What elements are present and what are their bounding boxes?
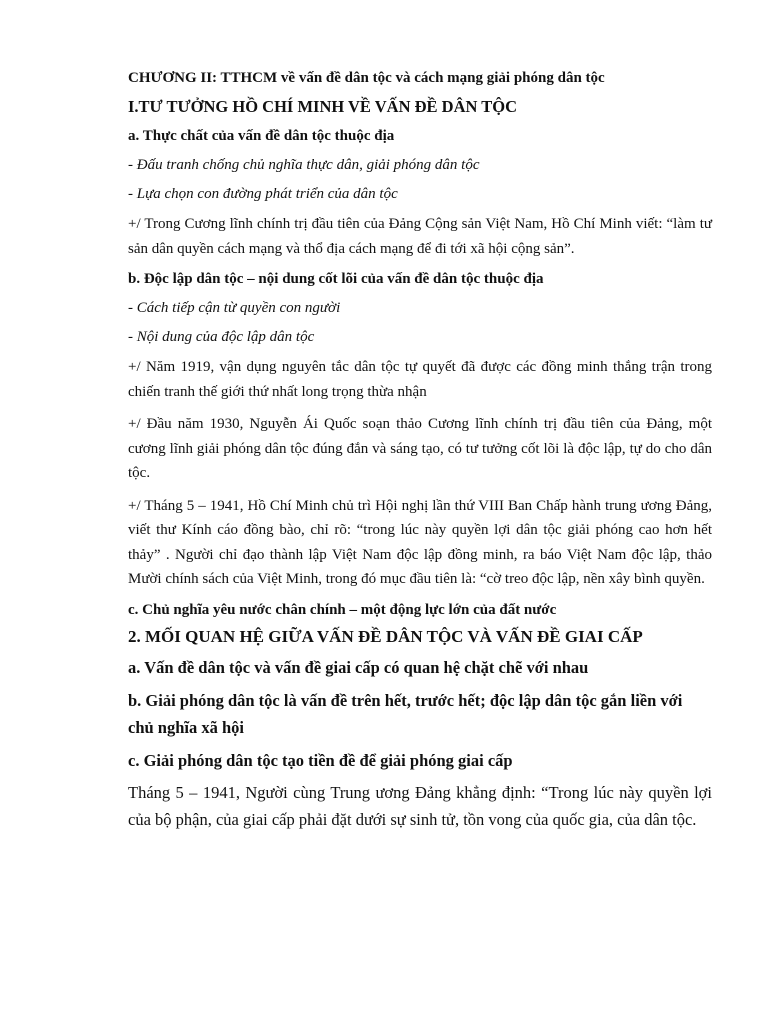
chapter-title: CHƯƠNG II: TTHCM về vấn đề dân tộc và cách mạng giải phóng dân tộc [128,70,605,86]
document-page [128,60,712,833]
sub-a-heading: a. Thực chất của vấn đề dân tộc thuộc địa [128,128,395,144]
s2-b-heading: b. Giải phóng dân tộc là vấn đề trên hết, trước hết; độc lập dân tộc gắn liền với chủ nghĩa xã hội [128,690,683,737]
sub-a-paragraph-1: +/ Trong Cương lĩnh chính trị đầu tiên của Đảng Cộng sản Việt Nam, Hồ Chí Minh viết: “làm tư sản dân quyền cách mạng và thổ địa cách mạng để đi tới xã hội cộng sản”. [128,216,712,257]
s2-c-heading: c. Giải phóng dân tộc tạo tiền đề để giải phóng giai cấp [128,750,513,770]
sub-b-item-2: - Nội dung của độc lập dân tộc [128,329,315,345]
section2-heading: 2. MỐI QUAN HỆ GIỮA VẤN ĐỀ DÂN TỘC VÀ VẤN ĐỀ GIAI CẤP [128,626,643,646]
sub-b-paragraph-1: +/ Năm 1919, vận dụng nguyên tắc dân tộc tự quyết đã được các đồng minh thắng trận trong chiến tranh thế giới thứ nhất long trọng thừa nhận [128,359,712,400]
s2-a-heading: a. Vấn đề dân tộc và vấn đề giai cấp có quan hệ chặt chẽ với nhau [128,657,589,677]
s2-c-paragraph: Tháng 5 – 1941, Người cùng Trung ương Đảng khẳng định: “Trong lúc này quyền lợi của bộ phận, của giai cấp phải đặt dưới sự sinh tử, tồn vong của quốc gia, của dân tộc. [128,782,712,829]
sub-a-item-1: - Đấu tranh chống chủ nghĩa thực dân, giải phóng dân tộc [128,157,480,173]
section1-heading: I.TƯ TƯỞNG HỒ CHÍ MINH VỀ VẤN ĐỀ DÂN TỘC [128,97,518,116]
sub-b-paragraph-2: +/ Đầu năm 1930, Nguyễn Ái Quốc soạn thảo Cương lĩnh chính trị đầu tiên của Đảng, một cương lĩnh giải phóng dân tộc đúng đắn và sáng tạo, có tư tưởng cốt lõi là độc lập, tự do cho dân tộc. [128,416,712,481]
sub-b-heading: b. Độc lập dân tộc – nội dung cốt lõi của vấn đề dân tộc thuộc địa [128,271,544,287]
sub-a-item-2: - Lựa chọn con đường phát triển của dân tộc [128,186,398,202]
sub-b-item-1: - Cách tiếp cận từ quyền con người [128,300,341,316]
sub-c-heading: c. Chủ nghĩa yêu nước chân chính – một động lực lớn của đất nước [128,601,557,618]
sub-b-paragraph-3: +/ Tháng 5 – 1941, Hồ Chí Minh chủ trì Hội nghị lần thứ VIII Ban Chấp hành trung ương Đảng, viết thư Kính cáo đồng bào, chỉ rõ: “trong lúc này quyền lợi dân tộc giải phóng cao hơn hết thảy” . Người chỉ đạo thành lập Việt Nam độc lập đồng minh, ra báo Việt Nam độc lập, thảo Mười chính sách của Việt Minh, trong đó mục đầu tiên là: “cờ treo độc lập, nền xây bình quyền. [128,497,712,587]
